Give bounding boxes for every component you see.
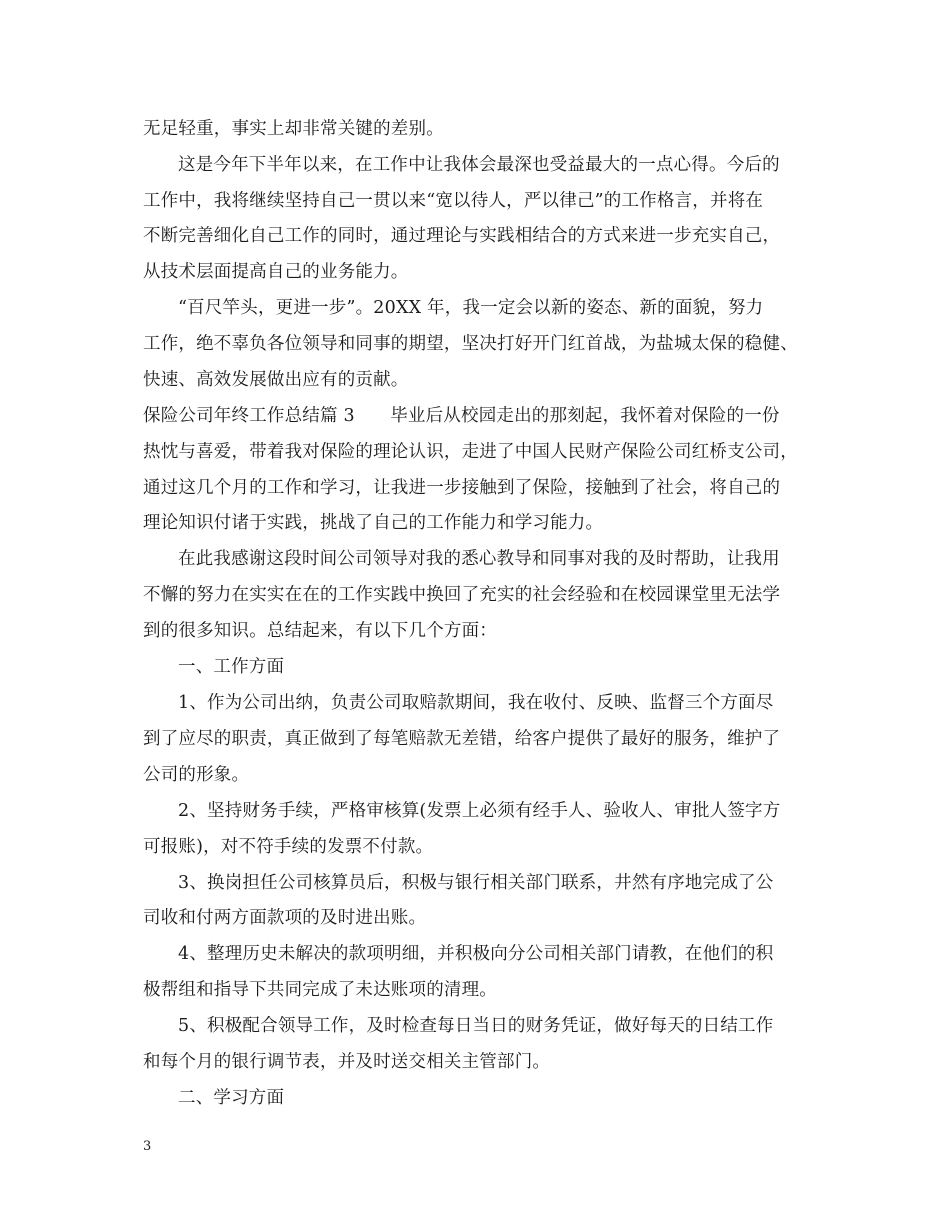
subheading-work: 一、工作方面 (178, 657, 285, 677)
text-line: 和每个月的银行调节表，并及时送交相关主管部门。 (143, 1052, 551, 1072)
text-line: 不懈的努力在实实在在的工作实践中换回了充实的社会经验和在校园课堂里无法学 (143, 585, 781, 605)
text-line: 公司的形象。 (143, 765, 250, 785)
text-line: 到的很多知识。总结起来，有以下几个方面： (143, 621, 497, 641)
list-item-1: 1、作为公司出纳，负责公司取赔款期间，我在收付、反映、监督三个方面尽 (178, 693, 774, 713)
section-heading-line: 保险公司年终工作总结篇 3 毕业后从校园走出的那刻起，我怀着对保险的一份 (143, 406, 780, 426)
paragraph-start: “百尺竿头，更进一步”。20XX 年，我一定会以新的姿态、新的面貌，努力 (178, 298, 764, 318)
text-line: 热忱与喜爱，带着我对保险的理论认识，走进了中国人民财产保险公司红桥支公司， (143, 442, 798, 462)
list-item-4: 4、整理历史未解决的款项明细，并积极向分公司相关部门请教，在他们的积 (178, 944, 774, 964)
text-line: 司收和付两方面款项的及时进出账。 (143, 908, 427, 928)
text-line: 理论知识付诸于实践，挑战了自己的工作能力和学习能力。 (143, 513, 604, 533)
text-line: 快速、高效发展做出应有的贡献。 (143, 370, 409, 390)
text-line: 到了应尽的职责，真正做到了每笔赔款无差错，给客户提供了最好的服务，维护了 (143, 729, 781, 749)
paragraph-start: 这是今年下半年以来，在工作中让我体会最深也受益最大的一点心得。今后的 (178, 155, 780, 175)
list-item-2: 2、坚持财务手续，严格审核算(发票上必须有经手人、验收人、审批人签字方 (178, 801, 781, 821)
text-line: 可报账)，对不符手续的发票不付款。 (143, 837, 434, 857)
text-line: 无足轻重，事实上却非常关键的差别。 (143, 119, 444, 139)
list-item-3: 3、换岗担任公司核算员后，积极与银行相关部门联系，井然有序地完成了公 (178, 873, 774, 893)
text-line: 极帮组和指导下共同完成了未达账项的清理。 (143, 980, 497, 1000)
text-line: 不断完善细化自己工作的同时，通过理论与实践相结合的方式来进一步充实自己， (143, 226, 781, 246)
page-number: 3 (143, 1139, 152, 1154)
paragraph-start: 在此我感谢这段时间公司领导对我的悉心教导和同事对我的及时帮助，让我用 (178, 549, 780, 569)
text-line: 工作，绝不辜负各位领导和同事的期望，坚决打好开门红首战，为盐城太保的稳健、 (143, 334, 798, 354)
subheading-study: 二、学习方面 (178, 1088, 285, 1108)
text-line: 从技术层面提高自己的业务能力。 (143, 262, 409, 282)
list-item-5: 5、积极配合领导工作，及时检查每日当日的财务凭证，做好每天的日结工作 (178, 1016, 774, 1036)
text-line: 通过这几个月的工作和学习，让我进一步接触到了保险，接触到了社会，将自己的 (143, 478, 781, 498)
text-line: 工作中，我将继续坚持自己一贯以来“宽以待人，严以律己”的工作格言，并将在 (143, 191, 764, 211)
